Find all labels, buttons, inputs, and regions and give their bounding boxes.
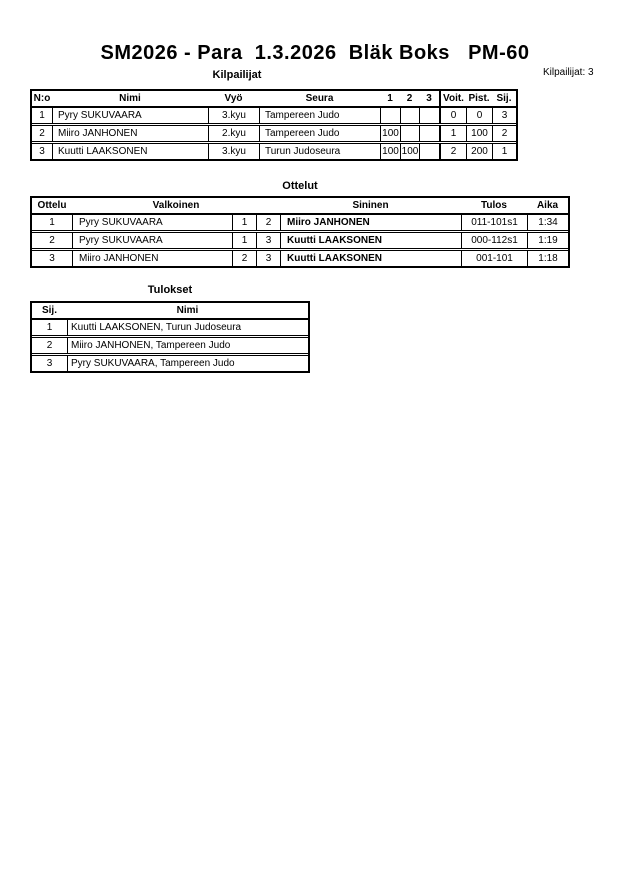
result-row (32, 353, 308, 371)
col-header-belt: Vyö (224, 93, 243, 104)
col-header-white: Valkoinen (152, 200, 200, 211)
match-time: 1:34 (527, 215, 568, 230)
result-row (32, 335, 308, 353)
blue-player: Miiro JANHONEN (280, 215, 461, 230)
col-header-round3: 3 (426, 93, 432, 104)
result-place: 2 (46, 340, 53, 351)
col-header-place: Sij. (41, 305, 57, 316)
matches-table (30, 196, 570, 268)
round1-score (380, 108, 400, 123)
competitor-club: Tampereen Judo (259, 126, 380, 141)
competitor-belt: 3.kyu (208, 144, 259, 159)
blue-player-no: 3 (256, 233, 280, 248)
page-title: SM2026 - Para 1.3.2026 Bläk Boks PM-60 (100, 42, 530, 64)
competitor-no: 2 (39, 128, 45, 139)
competitor-club: Turun Judoseura (259, 144, 380, 159)
match-row (32, 215, 568, 230)
competitor-row (32, 108, 516, 123)
col-header-time: Aika (536, 200, 559, 211)
col-header-match: Ottelu (37, 200, 67, 211)
results-table-title: Tulokset (147, 284, 193, 296)
blue-player-no: 2 (256, 215, 280, 230)
match-result: 011-101s1 (461, 215, 527, 230)
match-number: 1 (49, 217, 55, 228)
competitor-club: Tampereen Judo (259, 108, 380, 123)
competitor-points: 0 (466, 108, 492, 123)
competitor-row (32, 123, 516, 141)
result-name: Pyry SUKUVAARA, Tampereen Judo (67, 356, 308, 371)
competitor-name: Miiro JANHONEN (52, 126, 208, 141)
col-header-points: Pist. (468, 93, 490, 104)
col-header-place: Sij. (496, 93, 512, 104)
competitor-row (32, 141, 516, 159)
match-number: 3 (49, 253, 55, 264)
competitor-no: 1 (39, 110, 45, 121)
col-header-name: Nimi (176, 305, 199, 316)
match-result: 001-101 (461, 251, 527, 266)
competitor-place: 2 (492, 126, 516, 141)
matches-table-title: Ottelut (282, 180, 318, 192)
col-header-wins: Voit. (439, 91, 466, 106)
white-player-no: 2 (232, 251, 256, 266)
blue-player-no: 3 (256, 251, 280, 266)
competitor-name: Pyry SUKUVAARA (52, 108, 208, 123)
result-row (32, 320, 308, 335)
competitor-place: 3 (492, 108, 516, 123)
col-header-no: N:o (33, 93, 51, 104)
result-name: Miiro JANHONEN, Tampereen Judo (67, 338, 308, 353)
competitor-belt: 2.kyu (208, 126, 259, 141)
result-place: 3 (46, 358, 53, 369)
competitors-count: Kilpailijat: 3 (543, 67, 594, 78)
blue-player: Kuutti LAAKSONEN (280, 251, 461, 266)
match-time: 1:18 (527, 251, 568, 266)
round2-score (400, 108, 419, 123)
round3-score (419, 144, 439, 159)
white-player: Pyry SUKUVAARA (72, 233, 232, 248)
competitor-points: 100 (466, 126, 492, 141)
match-row (32, 230, 568, 248)
round2-score: 100 (401, 146, 419, 157)
match-row (32, 248, 568, 266)
competitor-no: 3 (39, 146, 45, 157)
competitors-table (30, 89, 518, 161)
white-player: Pyry SUKUVAARA (72, 215, 232, 230)
competitors-header-row (32, 91, 516, 108)
col-header-round1: 1 (387, 93, 393, 104)
round1-score: 100 (380, 126, 400, 141)
results-table (30, 301, 310, 373)
match-result: 000-112s1 (461, 233, 527, 248)
match-number: 2 (49, 235, 55, 246)
round2-score (400, 126, 419, 141)
matches-header-row (32, 198, 568, 215)
col-header-result: Tulos (481, 200, 507, 211)
result-place: 1 (46, 322, 53, 333)
competitor-wins: 0 (439, 108, 466, 123)
competitor-wins: 2 (439, 144, 466, 159)
round3-score (419, 126, 439, 141)
col-header-blue: Sininen (352, 200, 389, 211)
col-header-round2: 2 (406, 93, 413, 104)
col-header-name: Nimi (119, 93, 141, 104)
results-header-row (32, 303, 308, 320)
white-player-no: 1 (232, 215, 256, 230)
white-player-no: 1 (232, 233, 256, 248)
competitor-belt: 3.kyu (208, 108, 259, 123)
competitor-wins: 1 (439, 126, 466, 141)
white-player: Miiro JANHONEN (72, 251, 232, 266)
col-header-club: Seura (305, 93, 334, 104)
competitor-name: Kuutti LAAKSONEN (52, 144, 208, 159)
round1-score: 100 (380, 144, 400, 159)
competitor-place: 1 (492, 144, 516, 159)
competitors-table-title: Kilpailijat (212, 69, 262, 81)
result-name: Kuutti LAAKSONEN, Turun Judoseura (67, 320, 308, 335)
blue-player: Kuutti LAAKSONEN (280, 233, 461, 248)
round3-score (419, 108, 439, 123)
competitor-points: 200 (466, 144, 492, 159)
match-time: 1:19 (527, 233, 568, 248)
